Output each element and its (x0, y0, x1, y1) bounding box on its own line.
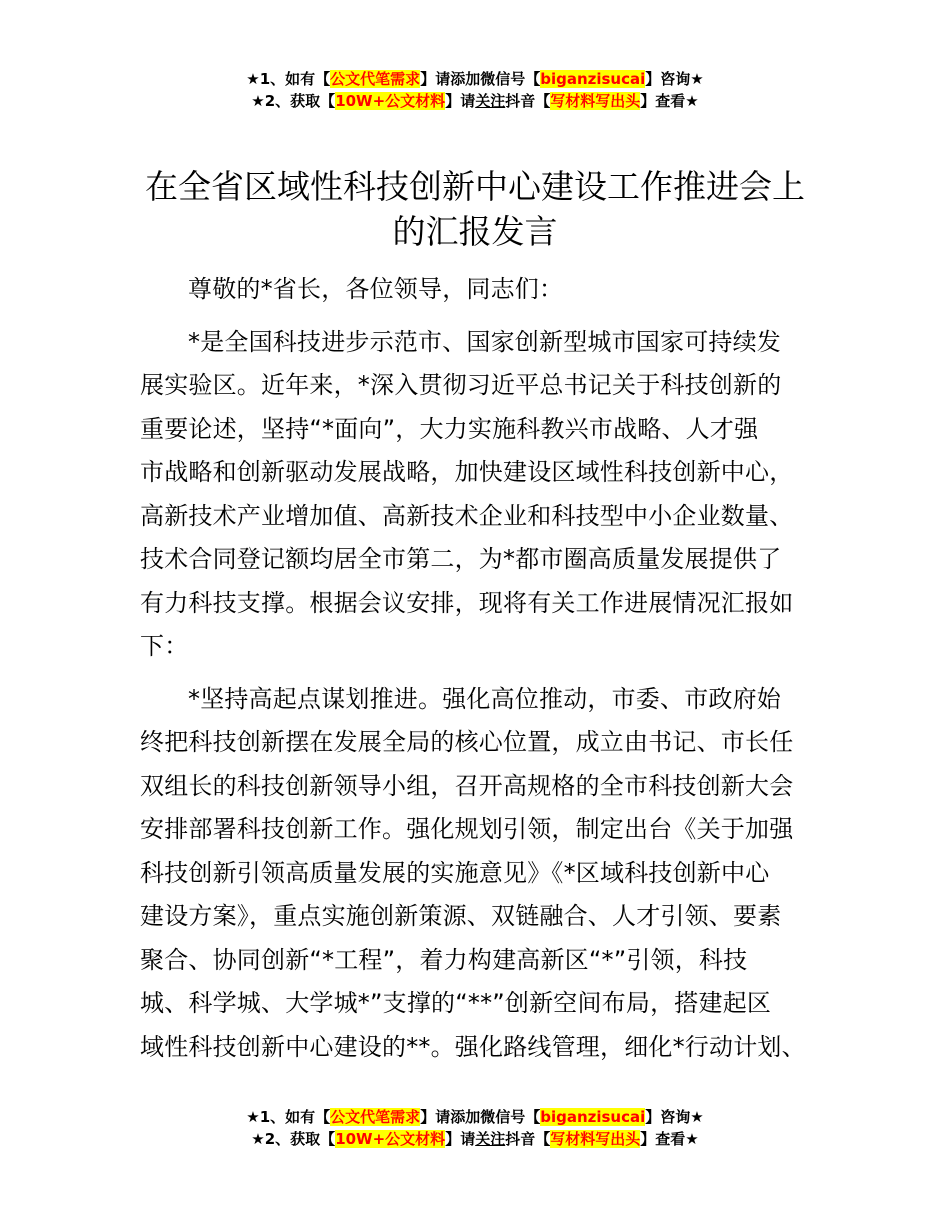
underlined-follow: 关注 (475, 1130, 506, 1148)
notice-text: 】请添加微信号【 (420, 70, 541, 88)
notice-text: 】请 (445, 1130, 476, 1148)
text-line: 城、科学城、大学城*”支撑的“**”创新空间布局，搭建起区 (140, 989, 772, 1017)
underlined-follow: 关注 (475, 92, 506, 110)
notice-text: 】请添加微信号【 (420, 1108, 541, 1126)
paragraph-1 (140, 321, 812, 669)
notice-text: 抖音【 (505, 92, 551, 110)
text-line: 科技创新引领高质量发展的实施意见》《*区域科技创新中心 (140, 858, 770, 887)
highlight-ghostwriting: 公文代笔需求 (330, 1108, 421, 1126)
notice-text: 】请 (445, 92, 476, 110)
text-line: *坚持高起点谋划推进。强化高位推动，市委、市政府始 (188, 684, 781, 713)
text-line: 高新技术产业增加值、高新技术企业和科技型中小企业数量、 (140, 501, 794, 530)
highlight-ghostwriting: 公文代笔需求 (330, 70, 421, 88)
header-notice (0, 68, 950, 112)
document-body (140, 268, 812, 1069)
highlight-materials: 10W+公文材料 (335, 92, 446, 110)
text-line: 双组长的科技创新领导小组，召开高规格的全市科技创新大会 (140, 771, 794, 800)
footer-notice (0, 1106, 950, 1150)
highlight-wechat-id: biganzisucai (540, 70, 646, 88)
notice-line-1 (0, 68, 950, 90)
notice-text: 】咨询★ (645, 70, 704, 88)
highlight-douyin-account: 写材料写出头 (550, 92, 641, 110)
highlight-wechat-id: biganzisucai (540, 1108, 646, 1126)
salutation: 尊敬的*省长，各位领导，同志们： (188, 275, 564, 303)
notice-text: 抖音【 (505, 1130, 551, 1148)
title-line-2: 的汇报发言 (392, 212, 558, 251)
paragraph-2 (140, 678, 812, 1070)
text-line: 建设方案》，重点实施创新策源、双链融合、人才引领、要素 (140, 902, 782, 930)
text-line: 重要论述，坚持“*面向”，大力实施科教兴市战略、人才强 (140, 414, 759, 443)
notice-text: ★2、获取【 (251, 1130, 336, 1148)
text-line: 展实验区。近年来，*深入贯彻习近平总书记关于科技创新的 (140, 371, 782, 399)
text-line: 市战略和创新驱动发展战略，加快建设区域性科技创新中心， (140, 458, 794, 486)
text-line: 下： (140, 632, 189, 660)
notice-text: ★1、如有【 (246, 70, 331, 88)
text-line: 终把科技创新摆在发展全局的核心位置，成立由书记、市长任 (140, 728, 794, 756)
notice-text: 】查看★ (640, 92, 699, 110)
notice-text: ★2、获取【 (251, 92, 336, 110)
title-line-1: 在全省区域性科技创新中心建设工作推进会上 (145, 167, 805, 206)
notice-line-1 (0, 1106, 950, 1128)
notice-text: ★1、如有【 (246, 1108, 331, 1126)
highlight-materials: 10W+公文材料 (335, 1130, 446, 1148)
text-line: *是全国科技进步示范市、国家创新型城市国家可持续发 (188, 327, 781, 356)
text-line: 技术合同登记额均居全市第二，为*都市圈高质量发展提供了 (140, 545, 782, 573)
notice-line-2 (0, 1128, 950, 1150)
text-line: 聚合、协同创新“*工程”，着力构建高新区“*”引领，科技 (140, 945, 748, 974)
highlight-douyin-account: 写材料写出头 (550, 1130, 641, 1148)
notice-text: 】咨询★ (645, 1108, 704, 1126)
text-line: 域性科技创新中心建设的**。强化路线管理，细化*行动计划、 (140, 1032, 806, 1061)
document-title (100, 164, 850, 254)
notice-text: 】查看★ (640, 1130, 699, 1148)
text-line: 有力科技支撑。根据会议安排，现将有关工作进展情况汇报如 (140, 588, 794, 617)
text-line: 安排部署科技创新工作。强化规划引领，制定出台《关于加强 (140, 815, 794, 843)
notice-line-2 (0, 90, 950, 112)
